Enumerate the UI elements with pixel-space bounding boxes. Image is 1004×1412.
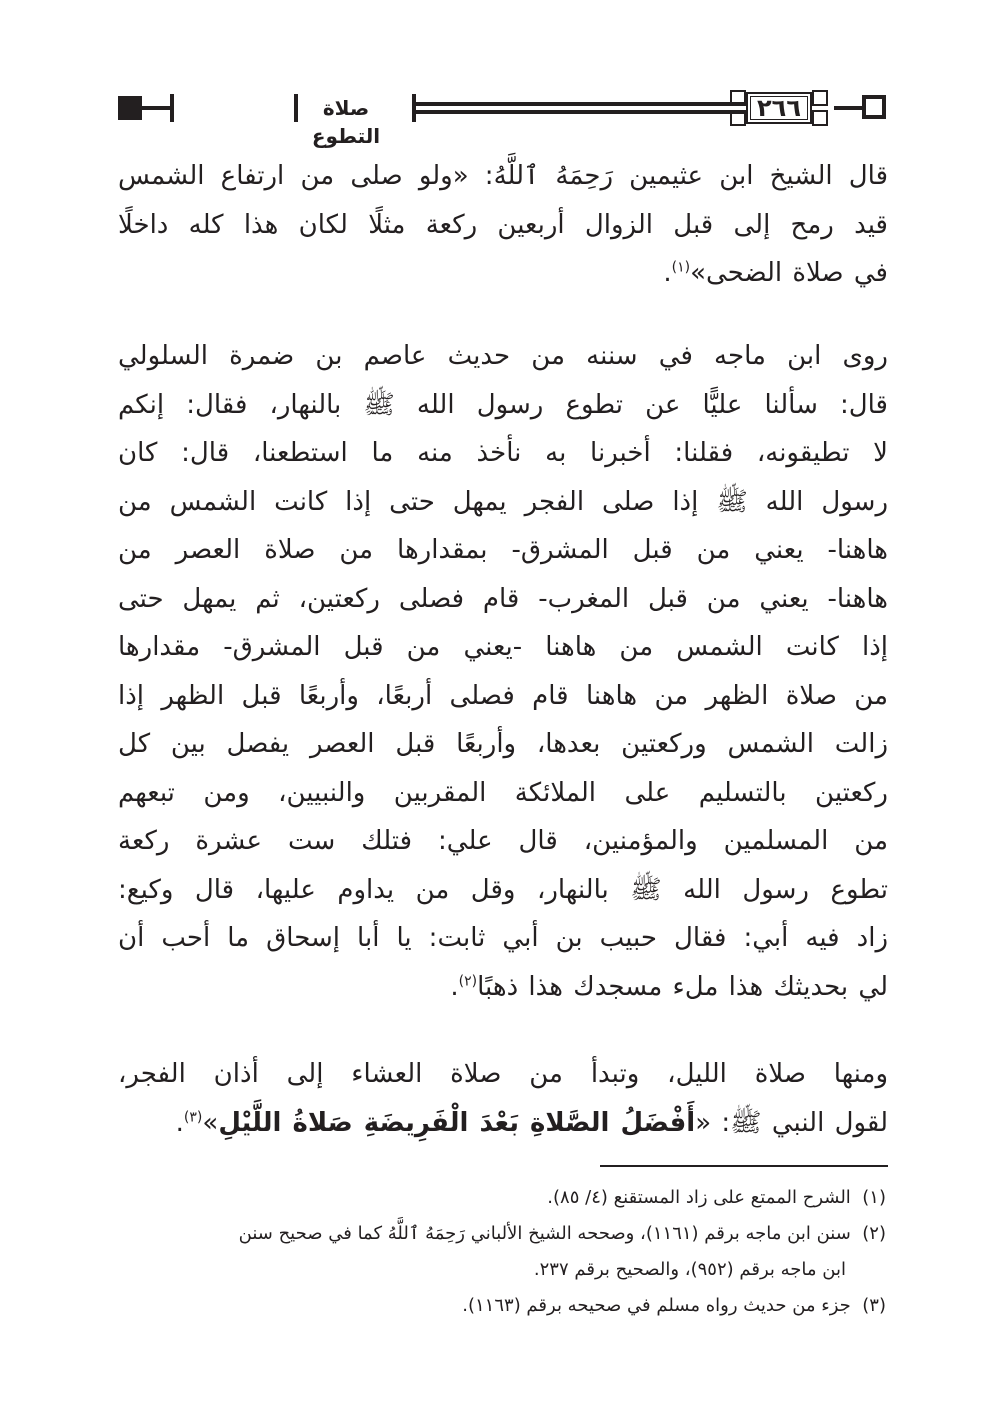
paragraph-1: [118, 152, 888, 298]
footnote-text: سنن ابن ماجه برقم (١١٦١)، وصححه الشيخ الألباني رَحِمَهُ ٱللَّهُ كما في صحيح سنن: [238, 1223, 851, 1244]
text-line: من المسلمين والمؤمنين، قال علي: فتلك ست عشرة ركعة: [118, 826, 888, 856]
footnote-ref[interactable]: (٢): [458, 972, 478, 989]
text-line: زالت الشمس وركعتين بعدها، وأربعًا قبل العصر يفصل بين كل: [118, 729, 888, 759]
text-line: من صلاة الظهر من هاهنا قام فصلى أربعًا، وأربعًا قبل الظهر إذا: [118, 680, 888, 711]
text-line: لي بحديثك هذا ملء مسجدك هذا ذهبًا$^{(٢)}$.: [450, 971, 888, 1002]
text-line: زاد فيه أبي: فقال حبيب بن أبي ثابت: يا أبا إسحاق ما أحب أن: [118, 923, 888, 953]
text-line: هاهنا- يعني من قبل المشرق- بمقدارها من صلاة العصر من: [118, 535, 888, 565]
footnote-ref[interactable]: (٣): [183, 1108, 203, 1125]
header-bar-mid-left: [294, 94, 298, 122]
text-line: قال الشيخ ابن عثيمين رَحِمَهُ ٱللَّهُ: «ولو صلى من ارتفاع الشمس: [118, 161, 888, 191]
header-rule-bottom: [416, 110, 746, 114]
paragraph-2: [118, 332, 888, 1011]
footnote-number: (٣): [862, 1295, 886, 1316]
text-line: قال: سألنا عليًّا عن تطوع رسول الله ﷺ بالنهار، فقال: إنكم: [118, 389, 888, 420]
footnotes: [114, 1180, 886, 1324]
text-line: هاهنا- يعني من قبل المغرب- قام فصلى ركعتين، ثم يمهل حتى: [118, 583, 888, 614]
text-line: في صلاة الضحى»$^{(١)}$.: [663, 258, 888, 288]
text-line: تطوع رسول الله ﷺ بالنهار، وقل من يداوم عليها، قال وكيع:: [118, 874, 888, 905]
text-line: قيد رمح إلى قبل الزوال أربعين ركعة مثلًا لكان هذا كله داخلًا: [118, 209, 888, 240]
header-rule-right: [834, 106, 862, 110]
chapter-title: صلاة التطوع: [311, 96, 381, 148]
header-bar-mid-right: [412, 94, 416, 122]
line-suffix: »: [202, 1107, 219, 1138]
footnote-3: [114, 1288, 886, 1324]
footnote-divider: [600, 1165, 888, 1167]
footnote-2: [114, 1216, 886, 1288]
text-line: لا تطيقونه، فقلنا: أخبرنا به نأخذ منه ما استطعنا، قال: كان: [118, 438, 888, 468]
text-line: لقول النبي ﷺ: «أَفْضَلُ الصَّلاةِ بَعْدَ الْفَرِيضَةِ صَلاةُ اللَّيْلِ»$^{(٣)}$.: [175, 1107, 888, 1138]
footnote-number: (٢): [862, 1223, 886, 1244]
header-left-block: [118, 96, 142, 120]
text-line: ركعتين بالتسليم على الملائكة المقربين والنبيين، ومن تبعهم: [118, 777, 888, 808]
page-number: ٢٦٦: [757, 94, 801, 122]
header-rule-top: [416, 102, 746, 106]
footnote-text: جزء من حديث رواه مسلم في صحيحه برقم (١١٦٣).: [462, 1295, 851, 1316]
footnote-number: (١): [862, 1187, 886, 1208]
ornament-corner: [730, 90, 746, 106]
line-prefix: لقول النبي ﷺ: «: [695, 1107, 888, 1138]
ornament-corner: [812, 90, 828, 106]
header-right-square: [862, 95, 886, 119]
ornament-corner: [812, 110, 828, 126]
hadith-quote: أَفْضَلُ الصَّلاةِ بَعْدَ الْفَرِيضَةِ صَلاةُ اللَّيْلِ: [218, 1107, 696, 1138]
text-line: روى ابن ماجه في سننه من حديث عاصم بن ضمرة السلولي: [118, 341, 888, 371]
text-line: إذا كانت الشمس من هاهنا -يعني من قبل المشرق- مقدارها: [118, 632, 888, 662]
ornament-corner: [730, 110, 746, 126]
line-text: لي بحديثك هذا ملء مسجدك هذا ذهبًا: [477, 971, 888, 1002]
page-header: [114, 88, 890, 148]
footnote-ref[interactable]: (١): [671, 259, 691, 276]
line-text: في صلاة الضحى»: [690, 258, 888, 288]
header-bar-left: [170, 94, 174, 122]
footnote-continuation: ابن ماجه برقم (٩٥٢)، والصحيح برقم ٢٣٧.: [533, 1259, 846, 1280]
header-rule-left: [142, 106, 172, 110]
footnote-1: [114, 1180, 886, 1216]
text-line: ومنها صلاة الليل، وتبدأ من صلاة العشاء إلى أذان الفجر،: [118, 1059, 888, 1089]
footnote-text: الشرح الممتع على زاد المستقنع (٤/ ٨٥).: [547, 1187, 851, 1208]
paragraph-3: [118, 1050, 888, 1147]
page-number-ornament: [724, 90, 834, 126]
text-line: رسول الله ﷺ إذا صلى الفجر يمهل حتى إذا كانت الشمس من: [118, 486, 888, 517]
